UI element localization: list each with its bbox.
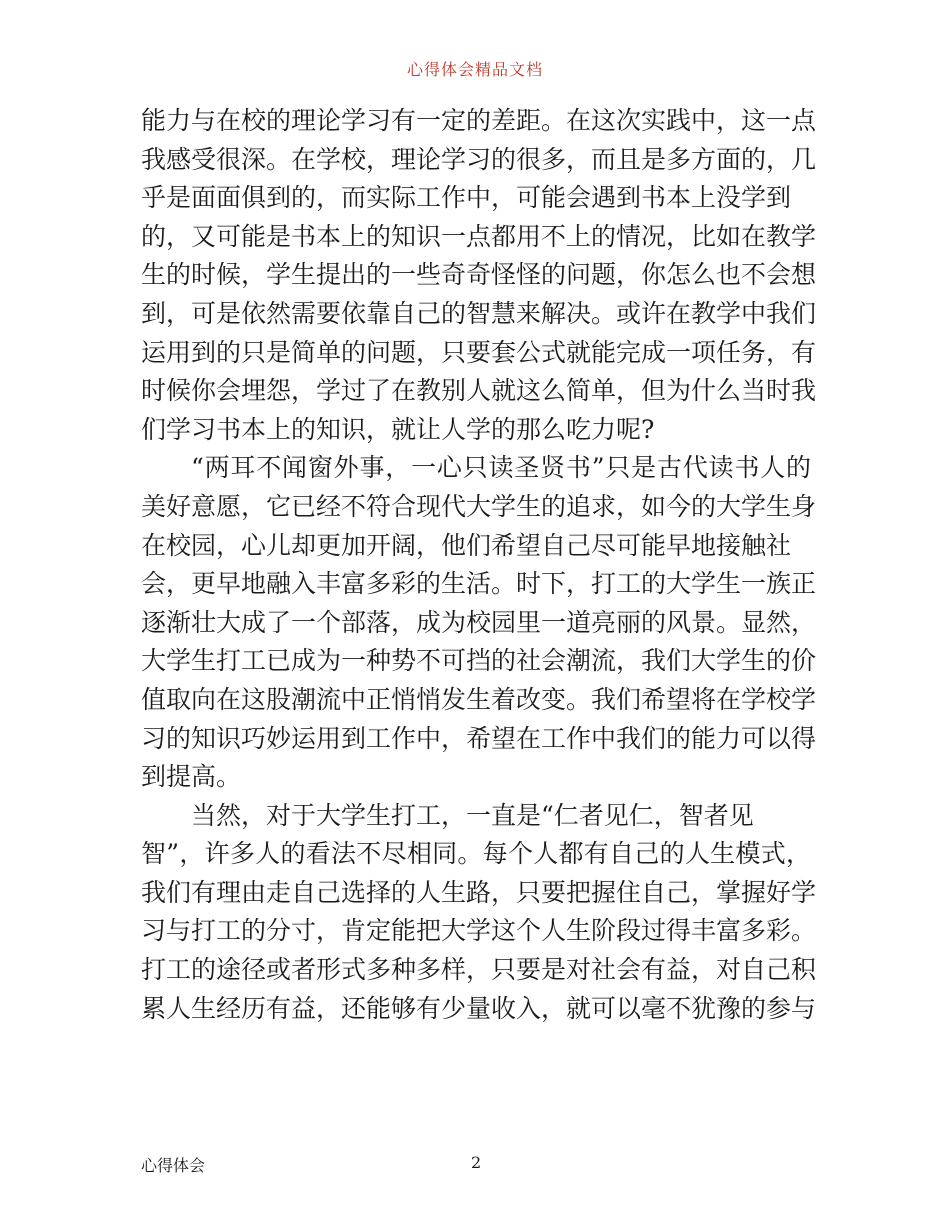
- text-line: 当然，对于大学生打工，一直是“仁者见仁，智者见: [191, 800, 754, 830]
- text-line: 我感受很深。在学校，理论学习的很多，而且是多方面的，几: [141, 144, 817, 174]
- text-line: 乎是面面俱到的，而实际工作中，可能会遇到书本上没学到: [141, 183, 792, 213]
- text-line: 美好意愿，它已经不符合现代大学生的追求，如今的大学生身: [141, 491, 817, 521]
- text-line: “两耳不闻窗外事，一心只读圣贤书”只是古代读书人的: [191, 453, 811, 483]
- page-number: 2: [471, 1153, 482, 1172]
- text-line: 运用到的只是简单的问题，只要套公式就能完成一项任务，有: [141, 337, 817, 367]
- text-line: 习的知识巧妙运用到工作中，希望在工作中我们的能力可以得: [141, 723, 817, 753]
- text-line: 时候你会埋怨，学过了在教别人就这么简单，但为什么当时我: [141, 376, 817, 406]
- text-line: 生的时候，学生提出的一些奇奇怪怪的问题，你怎么也不会想: [141, 260, 817, 290]
- text-line: 到提高。: [141, 762, 242, 792]
- document-body: [141, 102, 817, 1028]
- footer-label: 心得体会: [141, 1156, 206, 1175]
- text-line: 习与打工的分寸，肯定能把大学这个人生阶段过得丰富多彩。: [141, 916, 817, 946]
- text-line: 打工的途径或者形式多种多样，只要是对社会有益，对自己积: [141, 955, 817, 985]
- text-line: 的，又可能是书本上的知识一点都用不上的情况，比如在教学: [141, 221, 817, 251]
- text-line: 会，更早地融入丰富多彩的生活。时下，打工的大学生一族正: [141, 569, 817, 599]
- text-line: 累人生经历有益，还能够有少量收入，就可以毫不犹豫的参与: [141, 993, 817, 1023]
- text-line: 智”，许多人的看法不尽相同。每个人都有自己的人生模式，: [141, 839, 811, 869]
- text-line: 们学习书本上的知识，就让人学的那么吃力呢?: [141, 414, 655, 444]
- text-line: 逐渐壮大成了一个部落，成为校园里一道亮丽的风景。显然，: [141, 607, 817, 637]
- page-header: 心得体会精品文档: [406, 60, 543, 79]
- text-line: 值取向在这股潮流中正悄悄发生着改变。我们希望将在学校学: [141, 684, 817, 714]
- text-line: 到，可是依然需要依靠自己的智慧来解决。或许在教学中我们: [141, 298, 817, 328]
- text-line: 在校园，心儿却更加开阔，他们希望自己尽可能早地接触社: [141, 530, 792, 560]
- text-line: 能力与在校的理论学习有一定的差距。在这次实践中，这一点: [141, 106, 817, 135]
- text-line: 我们有理由走自己选择的人生路，只要把握住自己，掌握好学: [141, 877, 817, 907]
- text-line: 大学生打工已成为一种势不可挡的社会潮流，我们大学生的价: [141, 646, 817, 676]
